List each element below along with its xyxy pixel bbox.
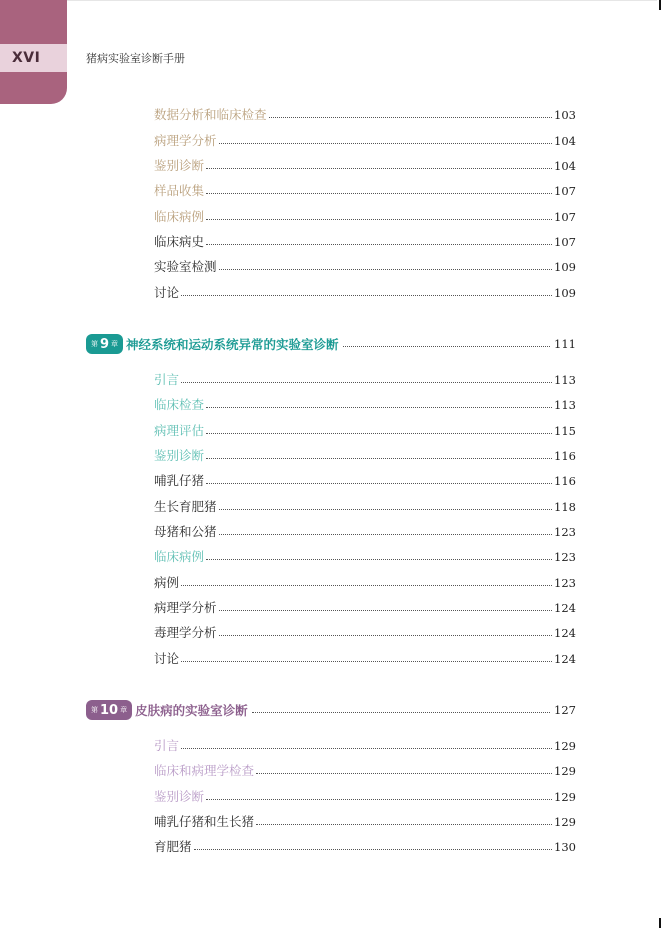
toc-entry[interactable]	[154, 574, 576, 592]
toc-entry-page: 116	[554, 449, 576, 463]
toc-entry-page: 104	[554, 159, 576, 173]
toc-entry[interactable]	[154, 599, 576, 617]
toc-entry-label: 引言	[154, 738, 180, 753]
chapter-badge-number: 9	[100, 336, 110, 352]
chapter-title: 皮肤病的实验室诊断	[135, 703, 248, 718]
toc-entry[interactable]	[154, 422, 576, 440]
toc-entry-page: 109	[554, 260, 576, 274]
dot-leader	[219, 635, 553, 636]
toc-entry-page: 103	[554, 108, 576, 122]
toc-entry-page: 123	[554, 576, 576, 590]
toc-entry-page: 113	[554, 398, 576, 412]
toc-entry-page: 107	[554, 210, 576, 224]
toc-entry[interactable]	[154, 233, 576, 251]
crop-mark-top	[659, 0, 661, 10]
toc-entry-label: 临床病例	[154, 209, 205, 224]
toc-entry[interactable]	[154, 258, 576, 276]
toc-entry-page: 129	[554, 764, 576, 778]
toc-entry[interactable]	[154, 523, 576, 541]
toc-entry-label: 病例	[154, 575, 180, 590]
toc-entry[interactable]	[154, 838, 576, 856]
chapter-10-heading[interactable]	[86, 699, 576, 721]
toc-entry[interactable]	[154, 624, 576, 642]
dot-leader	[206, 559, 552, 560]
toc-entry-label: 毒理学分析	[154, 625, 217, 640]
dot-leader	[206, 168, 552, 169]
toc-entry-label: 生长育肥猪	[154, 499, 217, 514]
dot-leader	[256, 824, 552, 825]
dot-leader	[219, 143, 553, 144]
dot-leader	[181, 382, 552, 383]
chapter-badge	[86, 334, 123, 354]
chapter-badge-number: 10	[100, 702, 119, 718]
toc-entry-label: 引言	[154, 372, 180, 387]
toc-entry-label: 哺乳仔猪和生长猪	[154, 814, 255, 829]
toc-entry-label: 讨论	[154, 651, 180, 666]
dot-leader	[181, 295, 552, 296]
toc-entry-label: 临床病史	[154, 234, 205, 249]
toc-entry[interactable]	[154, 788, 576, 806]
toc-entry[interactable]	[154, 132, 576, 150]
toc-entry[interactable]	[154, 284, 576, 302]
toc-entry[interactable]	[154, 157, 576, 175]
toc-entry-label: 样品收集	[154, 183, 205, 198]
chapter-badge-prefix: 第	[91, 706, 98, 714]
toc-entry[interactable]	[154, 737, 576, 755]
toc-entry-label: 临床和病理学检查	[154, 763, 255, 778]
toc-entry-label: 病理学分析	[154, 600, 217, 615]
toc-entry-label: 鉴别诊断	[154, 158, 205, 173]
chapter-page: 111	[554, 337, 576, 351]
toc-entry-page: 118	[554, 500, 576, 514]
chapter-9-heading[interactable]	[86, 333, 576, 355]
toc-entry-label: 临床病例	[154, 549, 205, 564]
toc-entry-label: 病理评估	[154, 423, 205, 438]
dot-leader	[206, 433, 552, 434]
toc-entry-page: 115	[554, 424, 576, 438]
dot-leader	[343, 346, 550, 347]
toc-entry[interactable]	[154, 396, 576, 414]
toc-entry-page: 123	[554, 525, 576, 539]
toc-entry-page: 129	[554, 739, 576, 753]
dot-leader	[206, 799, 552, 800]
chapter-badge-suffix: 章	[111, 340, 119, 348]
toc-entry-page: 107	[554, 184, 576, 198]
toc-entry-label: 母猪和公猪	[154, 524, 217, 539]
dot-leader	[181, 748, 552, 749]
dot-leader	[206, 244, 552, 245]
dot-leader	[256, 773, 552, 774]
toc-entry-page: 123	[554, 550, 576, 564]
toc-entry[interactable]	[154, 498, 576, 516]
toc-entry[interactable]	[154, 371, 576, 389]
toc-entry[interactable]	[154, 813, 576, 831]
toc-entry-page: 109	[554, 286, 576, 300]
toc-entry-label: 育肥猪	[154, 839, 192, 854]
dot-leader	[269, 117, 553, 118]
toc-entry-page: 124	[554, 652, 576, 666]
toc-entry-label: 讨论	[154, 285, 180, 300]
toc-entry-label: 鉴别诊断	[154, 789, 205, 804]
toc-entry[interactable]	[154, 447, 576, 465]
toc-entry-page: 130	[554, 840, 576, 854]
toc-entry-page: 129	[554, 815, 576, 829]
dot-leader	[206, 407, 552, 408]
header-rule	[66, 0, 657, 1]
toc-entry-page: 116	[554, 474, 576, 488]
toc-entry-label: 实验室检测	[154, 259, 217, 274]
toc-entry-label: 哺乳仔猪	[154, 473, 205, 488]
toc-entry-page: 107	[554, 235, 576, 249]
toc-entry-page: 124	[554, 601, 576, 615]
dot-leader	[219, 534, 553, 535]
crop-mark-bottom	[659, 918, 661, 928]
dot-leader	[219, 269, 553, 270]
toc-entry-page: 124	[554, 626, 576, 640]
toc-entry-page: 113	[554, 373, 576, 387]
dot-leader	[194, 849, 553, 850]
dot-leader	[252, 712, 550, 713]
toc-entry[interactable]	[154, 208, 576, 226]
toc-entry-label: 鉴别诊断	[154, 448, 205, 463]
page-number: XVI	[0, 44, 67, 72]
toc-entry[interactable]	[154, 650, 576, 668]
toc-entry[interactable]	[154, 106, 576, 124]
toc-entry-label: 数据分析和临床检查	[154, 107, 267, 122]
running-title: 猪病实验室诊断手册	[86, 52, 185, 65]
toc-entry-label: 临床检查	[154, 397, 205, 412]
dot-leader	[206, 193, 552, 194]
toc-entry[interactable]	[154, 182, 576, 200]
dot-leader	[181, 585, 552, 586]
dot-leader	[206, 219, 552, 220]
dot-leader	[206, 458, 552, 459]
chapter-page: 127	[554, 703, 576, 717]
toc-entry[interactable]	[154, 762, 576, 780]
chapter-badge	[86, 700, 132, 720]
dot-leader	[181, 661, 552, 662]
dot-leader	[206, 483, 552, 484]
dot-leader	[219, 610, 553, 611]
toc-entry-page: 129	[554, 790, 576, 804]
dot-leader	[219, 509, 553, 510]
toc-entry[interactable]	[154, 548, 576, 566]
chapter-badge-prefix: 第	[91, 340, 98, 348]
toc-entry-page: 104	[554, 134, 576, 148]
toc-entry-label: 病理学分析	[154, 133, 217, 148]
toc-entry[interactable]	[154, 472, 576, 490]
chapter-title: 神经系统和运动系统异常的实验室诊断	[126, 337, 339, 352]
chapter-badge-suffix: 章	[120, 706, 128, 714]
